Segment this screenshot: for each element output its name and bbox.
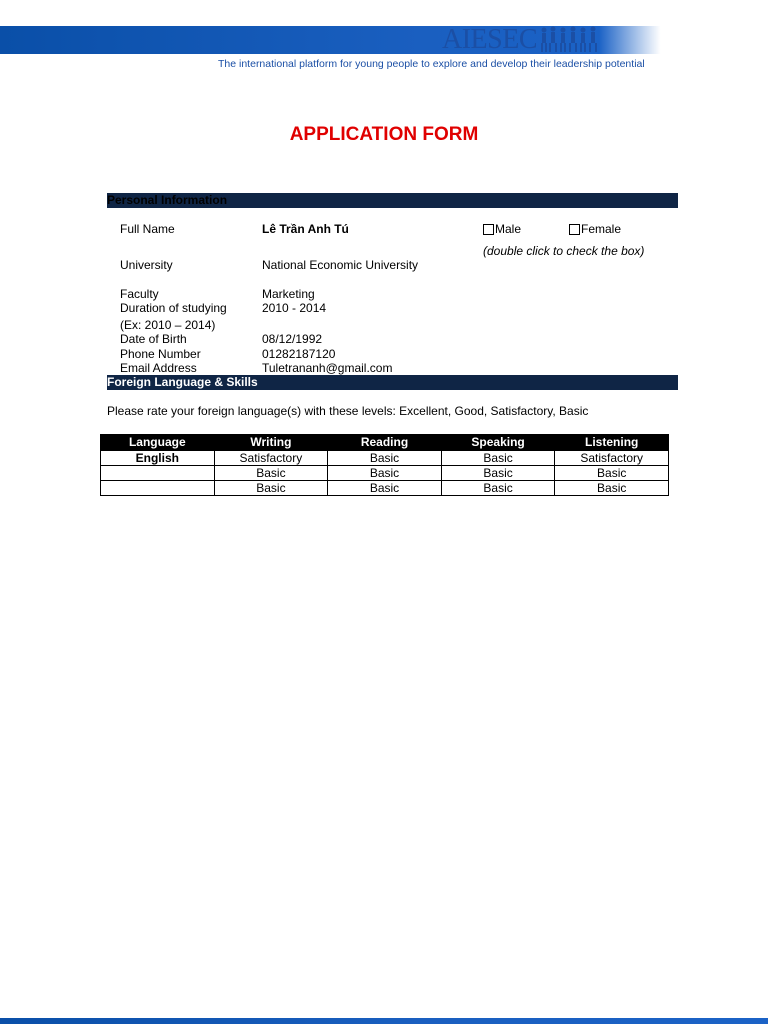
table-row (101, 466, 669, 481)
duration-label: Duration of studying (120, 301, 227, 315)
table-cell[interactable]: Basic (214, 466, 328, 481)
table-cell[interactable]: Basic (441, 481, 555, 496)
full-name-value[interactable]: Lê Trần Anh Tú (262, 222, 349, 236)
duration-example: (Ex: 2010 – 2014) (120, 318, 216, 332)
phone-label: Phone Number (120, 347, 201, 361)
tagline: The international platform for young people to explore and develop their leadership potential (218, 58, 645, 70)
email-label: Email Address (120, 361, 197, 375)
table-cell[interactable] (101, 481, 215, 496)
table-cell[interactable]: English (101, 451, 215, 466)
male-label: Male (495, 222, 522, 236)
faculty-label: Faculty (120, 287, 159, 301)
university-value[interactable]: National Economic University (262, 258, 419, 272)
table-cell[interactable]: Basic (328, 466, 442, 481)
table-cell[interactable]: Basic (214, 481, 328, 496)
phone-value[interactable]: 01282187120 (262, 347, 336, 361)
faculty-value[interactable]: Marketing (262, 287, 315, 301)
footer-banner (0, 1018, 768, 1024)
column-header: Listening (555, 435, 669, 451)
duration-value[interactable]: 2010 - 2014 (262, 301, 327, 315)
full-name-label: Full Name (120, 222, 175, 236)
table-header-row (101, 435, 669, 451)
table-row (101, 481, 669, 496)
people-logo-icon (539, 25, 599, 55)
aiesec-logo (442, 25, 599, 55)
male-checkbox[interactable] (483, 222, 521, 236)
table-cell[interactable]: Basic (555, 481, 669, 496)
table-row (101, 451, 669, 466)
logo-text: AIESEC (442, 24, 537, 55)
table-cell[interactable]: Satisfactory (214, 451, 328, 466)
female-label: Female (581, 222, 622, 236)
dob-label: Date of Birth (120, 332, 187, 346)
table-cell[interactable]: Basic (441, 451, 555, 466)
table-cell[interactable]: Satisfactory (555, 451, 669, 466)
checkbox-icon[interactable] (569, 224, 580, 235)
column-header: Writing (214, 435, 328, 451)
dob-value[interactable]: 08/12/1992 (262, 332, 323, 346)
page-title: APPLICATION FORM (289, 124, 479, 145)
table-cell[interactable] (101, 466, 215, 481)
university-label: University (120, 258, 173, 272)
checkbox-icon[interactable] (483, 224, 494, 235)
section-foreign-language: Foreign Language & Skills (107, 375, 678, 390)
column-header: Reading (328, 435, 442, 451)
checkbox-note: (double click to check the box) (483, 244, 645, 258)
female-checkbox[interactable] (569, 222, 621, 236)
table-cell[interactable]: Basic (441, 466, 555, 481)
email-value[interactable]: Tuletrananh@gmail.com (262, 361, 393, 375)
column-header: Language (101, 435, 215, 451)
section-personal-information: Personal Information (107, 193, 678, 208)
language-table (100, 434, 669, 496)
header-banner (0, 26, 768, 54)
table-cell[interactable]: Basic (328, 481, 442, 496)
table-cell[interactable]: Basic (328, 451, 442, 466)
table-cell[interactable]: Basic (555, 466, 669, 481)
language-intro: Please rate your foreign language(s) with these levels: Excellent, Good, Satisfactory, Basic (107, 404, 589, 418)
column-header: Speaking (441, 435, 555, 451)
